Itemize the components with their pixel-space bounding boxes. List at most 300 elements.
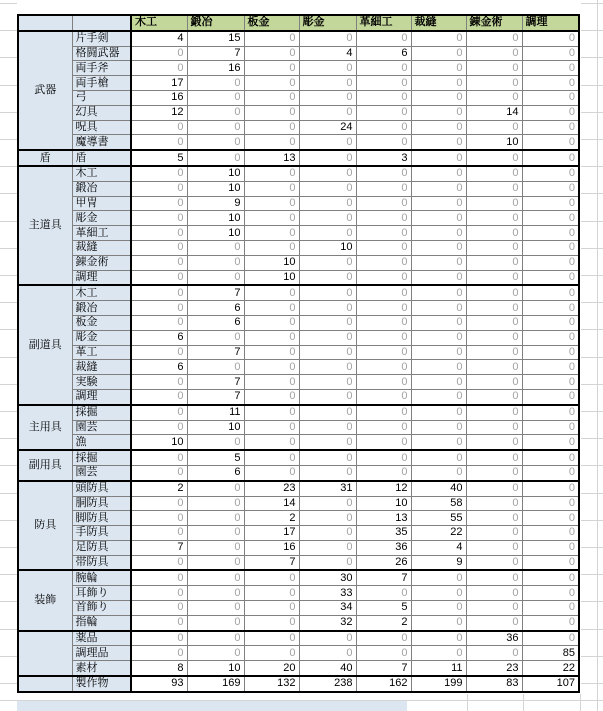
value-cell[interactable]: 0 xyxy=(187,90,244,105)
value-cell[interactable]: 0 xyxy=(522,405,579,420)
row-label[interactable]: 調理 xyxy=(72,270,131,285)
value-cell[interactable]: 0 xyxy=(411,120,466,135)
value-cell[interactable]: 55 xyxy=(411,511,466,526)
value-cell[interactable]: 0 xyxy=(131,526,187,541)
value-cell[interactable]: 0 xyxy=(466,420,522,435)
value-cell[interactable]: 85 xyxy=(522,646,579,661)
value-cell[interactable]: 0 xyxy=(299,90,356,105)
value-cell[interactable]: 9 xyxy=(411,555,466,570)
value-cell[interactable]: 0 xyxy=(356,226,411,241)
value-cell[interactable]: 0 xyxy=(522,315,579,330)
value-cell[interactable]: 0 xyxy=(522,526,579,541)
value-cell[interactable]: 0 xyxy=(466,90,522,105)
value-cell[interactable]: 0 xyxy=(522,255,579,270)
value-cell[interactable]: 0 xyxy=(522,196,579,211)
value-cell[interactable]: 10 xyxy=(187,420,244,435)
value-cell[interactable]: 0 xyxy=(411,435,466,450)
value-cell[interactable]: 0 xyxy=(244,90,299,105)
value-cell[interactable]: 0 xyxy=(411,615,466,630)
value-cell[interactable]: 0 xyxy=(131,345,187,360)
value-cell[interactable]: 0 xyxy=(244,360,299,375)
category-cell[interactable]: 副用具 xyxy=(18,450,72,481)
value-cell[interactable]: 0 xyxy=(522,420,579,435)
value-cell[interactable]: 0 xyxy=(522,61,579,76)
value-cell[interactable]: 0 xyxy=(131,240,187,255)
value-cell[interactable]: 0 xyxy=(244,315,299,330)
value-cell[interactable]: 0 xyxy=(356,646,411,661)
row-label[interactable]: 格闘武器 xyxy=(72,46,131,61)
value-cell[interactable]: 20 xyxy=(244,661,299,676)
category-cell[interactable]: 防具 xyxy=(18,481,72,571)
row-label[interactable]: 弓 xyxy=(72,90,131,105)
value-cell[interactable]: 0 xyxy=(356,135,411,150)
value-cell[interactable]: 0 xyxy=(411,570,466,585)
value-cell[interactable]: 0 xyxy=(187,496,244,511)
value-cell[interactable]: 0 xyxy=(522,345,579,360)
value-cell[interactable]: 0 xyxy=(299,255,356,270)
value-cell[interactable]: 0 xyxy=(411,375,466,390)
value-cell[interactable]: 238 xyxy=(299,676,356,692)
value-cell[interactable]: 0 xyxy=(131,61,187,76)
value-cell[interactable]: 0 xyxy=(466,61,522,76)
value-cell[interactable]: 10 xyxy=(356,496,411,511)
row-label[interactable]: 漁 xyxy=(72,435,131,450)
value-cell[interactable]: 0 xyxy=(131,646,187,661)
value-cell[interactable]: 6 xyxy=(187,465,244,480)
value-cell[interactable]: 0 xyxy=(356,315,411,330)
value-cell[interactable]: 2 xyxy=(131,481,187,496)
value-cell[interactable]: 0 xyxy=(356,435,411,450)
value-cell[interactable]: 0 xyxy=(131,420,187,435)
value-cell[interactable]: 0 xyxy=(299,465,356,480)
value-cell[interactable]: 17 xyxy=(131,76,187,91)
column-header-1[interactable]: 木工 xyxy=(131,15,187,31)
value-cell[interactable]: 0 xyxy=(466,646,522,661)
value-cell[interactable]: 0 xyxy=(299,540,356,555)
value-cell[interactable]: 0 xyxy=(131,196,187,211)
value-cell[interactable]: 0 xyxy=(356,631,411,646)
value-cell[interactable]: 0 xyxy=(522,450,579,465)
value-cell[interactable]: 0 xyxy=(244,196,299,211)
value-cell[interactable]: 10 xyxy=(131,435,187,450)
value-cell[interactable]: 0 xyxy=(356,61,411,76)
value-cell[interactable]: 0 xyxy=(244,76,299,91)
value-cell[interactable]: 36 xyxy=(356,540,411,555)
value-cell[interactable]: 0 xyxy=(411,31,466,46)
value-cell[interactable]: 0 xyxy=(356,330,411,345)
value-cell[interactable]: 0 xyxy=(522,570,579,585)
value-cell[interactable]: 7 xyxy=(187,285,244,300)
value-cell[interactable]: 0 xyxy=(244,301,299,316)
value-cell[interactable]: 0 xyxy=(466,511,522,526)
value-cell[interactable]: 22 xyxy=(411,526,466,541)
value-cell[interactable]: 35 xyxy=(356,526,411,541)
value-cell[interactable]: 0 xyxy=(131,465,187,480)
value-cell[interactable]: 0 xyxy=(411,46,466,61)
value-cell[interactable]: 0 xyxy=(356,31,411,46)
value-cell[interactable]: 0 xyxy=(466,120,522,135)
value-cell[interactable]: 0 xyxy=(466,46,522,61)
value-cell[interactable]: 0 xyxy=(522,555,579,570)
value-cell[interactable]: 0 xyxy=(356,586,411,601)
value-cell[interactable]: 0 xyxy=(411,285,466,300)
value-cell[interactable]: 0 xyxy=(356,405,411,420)
value-cell[interactable]: 10 xyxy=(244,270,299,285)
value-cell[interactable]: 10 xyxy=(299,240,356,255)
value-cell[interactable]: 0 xyxy=(466,166,522,181)
value-cell[interactable]: 0 xyxy=(356,465,411,480)
value-cell[interactable]: 0 xyxy=(299,435,356,450)
value-cell[interactable]: 0 xyxy=(187,270,244,285)
value-cell[interactable]: 7 xyxy=(187,345,244,360)
value-cell[interactable]: 0 xyxy=(522,270,579,285)
value-cell[interactable]: 0 xyxy=(187,481,244,496)
row-label[interactable]: 採掘 xyxy=(72,405,131,420)
row-label[interactable]: 木工 xyxy=(72,166,131,181)
value-cell[interactable]: 58 xyxy=(411,496,466,511)
value-cell[interactable]: 0 xyxy=(466,255,522,270)
value-cell[interactable]: 10 xyxy=(187,181,244,196)
value-cell[interactable]: 0 xyxy=(187,150,244,166)
value-cell[interactable]: 0 xyxy=(522,285,579,300)
value-cell[interactable]: 0 xyxy=(411,450,466,465)
value-cell[interactable]: 0 xyxy=(131,586,187,601)
row-label[interactable]: 鍛冶 xyxy=(72,181,131,196)
value-cell[interactable]: 0 xyxy=(411,61,466,76)
value-cell[interactable]: 0 xyxy=(466,345,522,360)
value-cell[interactable]: 0 xyxy=(466,315,522,330)
value-cell[interactable]: 0 xyxy=(466,481,522,496)
value-cell[interactable]: 0 xyxy=(187,615,244,630)
value-cell[interactable]: 0 xyxy=(522,211,579,226)
value-cell[interactable]: 0 xyxy=(466,270,522,285)
row-label[interactable]: 甲冑 xyxy=(72,196,131,211)
value-cell[interactable]: 0 xyxy=(466,526,522,541)
value-cell[interactable]: 0 xyxy=(131,450,187,465)
value-cell[interactable]: 0 xyxy=(244,405,299,420)
value-cell[interactable]: 0 xyxy=(131,570,187,585)
value-cell[interactable]: 0 xyxy=(244,46,299,61)
row-label[interactable]: 耳飾り xyxy=(72,586,131,601)
row-label[interactable]: 裁縫 xyxy=(72,360,131,375)
value-cell[interactable]: 0 xyxy=(411,586,466,601)
value-cell[interactable]: 0 xyxy=(244,61,299,76)
value-cell[interactable]: 0 xyxy=(466,615,522,630)
value-cell[interactable]: 4 xyxy=(131,31,187,46)
value-cell[interactable]: 10 xyxy=(244,255,299,270)
value-cell[interactable]: 8 xyxy=(131,661,187,676)
value-cell[interactable]: 10 xyxy=(187,166,244,181)
value-cell[interactable]: 0 xyxy=(187,120,244,135)
value-cell[interactable]: 2 xyxy=(356,615,411,630)
value-cell[interactable]: 0 xyxy=(411,240,466,255)
value-cell[interactable]: 0 xyxy=(187,631,244,646)
value-cell[interactable]: 0 xyxy=(522,435,579,450)
value-cell[interactable]: 83 xyxy=(466,676,522,692)
value-cell[interactable]: 0 xyxy=(187,540,244,555)
value-cell[interactable]: 0 xyxy=(356,360,411,375)
column-header-3[interactable]: 板金 xyxy=(244,15,299,31)
value-cell[interactable]: 0 xyxy=(299,150,356,166)
value-cell[interactable]: 0 xyxy=(299,375,356,390)
value-cell[interactable]: 14 xyxy=(244,496,299,511)
value-cell[interactable]: 0 xyxy=(244,240,299,255)
value-cell[interactable]: 0 xyxy=(466,435,522,450)
row-label[interactable]: 木工 xyxy=(72,285,131,300)
value-cell[interactable]: 0 xyxy=(131,211,187,226)
value-cell[interactable]: 0 xyxy=(299,226,356,241)
value-cell[interactable]: 0 xyxy=(522,586,579,601)
value-cell[interactable]: 0 xyxy=(244,615,299,630)
value-cell[interactable]: 0 xyxy=(522,226,579,241)
value-cell[interactable]: 0 xyxy=(187,570,244,585)
value-cell[interactable]: 17 xyxy=(244,526,299,541)
value-cell[interactable]: 199 xyxy=(411,676,466,692)
value-cell[interactable]: 0 xyxy=(411,360,466,375)
value-cell[interactable]: 0 xyxy=(131,631,187,646)
value-cell[interactable]: 0 xyxy=(411,105,466,120)
value-cell[interactable]: 0 xyxy=(522,90,579,105)
value-cell[interactable]: 0 xyxy=(466,601,522,616)
value-cell[interactable]: 0 xyxy=(522,601,579,616)
value-cell[interactable]: 0 xyxy=(299,360,356,375)
value-cell[interactable]: 15 xyxy=(187,31,244,46)
value-cell[interactable]: 0 xyxy=(522,135,579,150)
value-cell[interactable]: 0 xyxy=(411,646,466,661)
row-label[interactable]: 両手斧 xyxy=(72,61,131,76)
value-cell[interactable]: 13 xyxy=(244,150,299,166)
value-cell[interactable]: 0 xyxy=(299,76,356,91)
value-cell[interactable]: 0 xyxy=(187,330,244,345)
value-cell[interactable]: 0 xyxy=(356,301,411,316)
value-cell[interactable]: 0 xyxy=(244,226,299,241)
value-cell[interactable]: 0 xyxy=(466,31,522,46)
category-cell[interactable]: 主用具 xyxy=(18,405,72,450)
value-cell[interactable]: 4 xyxy=(411,540,466,555)
value-cell[interactable]: 0 xyxy=(187,240,244,255)
row-label[interactable]: 採掘 xyxy=(72,450,131,465)
row-label[interactable]: 革細工 xyxy=(72,226,131,241)
value-cell[interactable]: 132 xyxy=(244,676,299,692)
value-cell[interactable]: 0 xyxy=(356,255,411,270)
value-cell[interactable]: 0 xyxy=(299,555,356,570)
row-label[interactable]: 呪具 xyxy=(72,120,131,135)
value-cell[interactable]: 0 xyxy=(411,226,466,241)
column-header-5[interactable]: 革細工 xyxy=(356,15,411,31)
value-cell[interactable]: 0 xyxy=(466,375,522,390)
row-label[interactable]: 手防具 xyxy=(72,526,131,541)
value-cell[interactable]: 0 xyxy=(522,76,579,91)
value-cell[interactable]: 12 xyxy=(131,105,187,120)
value-cell[interactable]: 0 xyxy=(299,135,356,150)
value-cell[interactable]: 0 xyxy=(131,615,187,630)
value-cell[interactable]: 0 xyxy=(131,255,187,270)
row-label[interactable]: 製作物 xyxy=(72,676,131,692)
value-cell[interactable]: 6 xyxy=(131,360,187,375)
row-label[interactable]: 盾 xyxy=(72,150,131,166)
row-label[interactable]: 脚防具 xyxy=(72,511,131,526)
value-cell[interactable]: 0 xyxy=(522,465,579,480)
value-cell[interactable]: 7 xyxy=(131,540,187,555)
row-label[interactable]: 園芸 xyxy=(72,465,131,480)
value-cell[interactable]: 0 xyxy=(356,90,411,105)
row-label[interactable]: 調理品 xyxy=(72,646,131,661)
value-cell[interactable]: 10 xyxy=(187,661,244,676)
value-cell[interactable]: 0 xyxy=(244,345,299,360)
value-cell[interactable]: 0 xyxy=(411,315,466,330)
value-cell[interactable]: 14 xyxy=(466,105,522,120)
value-cell[interactable]: 0 xyxy=(466,586,522,601)
value-cell[interactable]: 0 xyxy=(131,555,187,570)
value-cell[interactable]: 11 xyxy=(411,661,466,676)
value-cell[interactable]: 13 xyxy=(356,511,411,526)
value-cell[interactable]: 0 xyxy=(187,646,244,661)
value-cell[interactable]: 0 xyxy=(299,450,356,465)
value-cell[interactable]: 0 xyxy=(244,389,299,404)
value-cell[interactable]: 0 xyxy=(411,420,466,435)
value-cell[interactable]: 0 xyxy=(244,601,299,616)
value-cell[interactable]: 32 xyxy=(299,615,356,630)
row-label[interactable]: 幻具 xyxy=(72,105,131,120)
row-label[interactable]: 胴防具 xyxy=(72,496,131,511)
column-header-7[interactable]: 錬金術 xyxy=(466,15,522,31)
value-cell[interactable]: 0 xyxy=(466,496,522,511)
value-cell[interactable]: 0 xyxy=(131,511,187,526)
value-cell[interactable]: 0 xyxy=(411,389,466,404)
value-cell[interactable]: 0 xyxy=(299,270,356,285)
category-cell[interactable]: 主道具 xyxy=(18,166,72,285)
value-cell[interactable]: 10 xyxy=(466,135,522,150)
value-cell[interactable]: 0 xyxy=(244,166,299,181)
value-cell[interactable]: 0 xyxy=(411,301,466,316)
value-cell[interactable]: 0 xyxy=(411,255,466,270)
value-cell[interactable]: 40 xyxy=(299,661,356,676)
value-cell[interactable]: 0 xyxy=(244,586,299,601)
value-cell[interactable]: 0 xyxy=(522,631,579,646)
value-cell[interactable]: 0 xyxy=(522,105,579,120)
value-cell[interactable]: 40 xyxy=(411,481,466,496)
value-cell[interactable]: 0 xyxy=(522,540,579,555)
value-cell[interactable]: 0 xyxy=(522,375,579,390)
value-cell[interactable]: 0 xyxy=(299,285,356,300)
corner-cell-item[interactable] xyxy=(72,15,131,31)
value-cell[interactable]: 0 xyxy=(299,301,356,316)
value-cell[interactable]: 0 xyxy=(299,166,356,181)
corner-cell-category[interactable] xyxy=(18,15,72,31)
column-header-2[interactable]: 鍛冶 xyxy=(187,15,244,31)
value-cell[interactable]: 6 xyxy=(356,46,411,61)
value-cell[interactable]: 0 xyxy=(411,345,466,360)
value-cell[interactable]: 0 xyxy=(411,90,466,105)
value-cell[interactable]: 0 xyxy=(244,211,299,226)
value-cell[interactable]: 2 xyxy=(244,511,299,526)
value-cell[interactable]: 11 xyxy=(187,405,244,420)
value-cell[interactable]: 34 xyxy=(299,601,356,616)
value-cell[interactable]: 0 xyxy=(522,481,579,496)
value-cell[interactable]: 162 xyxy=(356,676,411,692)
value-cell[interactable]: 9 xyxy=(187,196,244,211)
value-cell[interactable]: 0 xyxy=(131,46,187,61)
value-cell[interactable]: 5 xyxy=(356,601,411,616)
value-cell[interactable]: 0 xyxy=(522,150,579,166)
row-label[interactable]: 鍛冶 xyxy=(72,301,131,316)
value-cell[interactable]: 10 xyxy=(187,211,244,226)
value-cell[interactable]: 0 xyxy=(299,315,356,330)
value-cell[interactable]: 0 xyxy=(299,196,356,211)
row-label[interactable]: 薬品 xyxy=(72,631,131,646)
value-cell[interactable]: 0 xyxy=(131,375,187,390)
value-cell[interactable]: 0 xyxy=(356,240,411,255)
value-cell[interactable]: 23 xyxy=(244,481,299,496)
value-cell[interactable]: 0 xyxy=(522,389,579,404)
value-cell[interactable]: 0 xyxy=(411,135,466,150)
value-cell[interactable]: 33 xyxy=(299,586,356,601)
row-label[interactable]: 錬金術 xyxy=(72,255,131,270)
value-cell[interactable]: 6 xyxy=(187,315,244,330)
value-cell[interactable]: 0 xyxy=(466,285,522,300)
value-cell[interactable]: 5 xyxy=(131,150,187,166)
value-cell[interactable]: 0 xyxy=(411,465,466,480)
value-cell[interactable]: 0 xyxy=(411,211,466,226)
value-cell[interactable]: 0 xyxy=(244,285,299,300)
value-cell[interactable]: 0 xyxy=(411,166,466,181)
value-cell[interactable]: 0 xyxy=(356,389,411,404)
value-cell[interactable]: 0 xyxy=(522,511,579,526)
value-cell[interactable]: 0 xyxy=(299,405,356,420)
value-cell[interactable]: 0 xyxy=(131,181,187,196)
value-cell[interactable]: 0 xyxy=(187,601,244,616)
row-label[interactable]: 彫金 xyxy=(72,330,131,345)
value-cell[interactable]: 0 xyxy=(356,270,411,285)
value-cell[interactable]: 7 xyxy=(187,46,244,61)
value-cell[interactable]: 0 xyxy=(131,601,187,616)
value-cell[interactable]: 7 xyxy=(187,375,244,390)
value-cell[interactable]: 0 xyxy=(244,450,299,465)
value-cell[interactable]: 0 xyxy=(466,405,522,420)
value-cell[interactable]: 0 xyxy=(244,631,299,646)
value-cell[interactable]: 0 xyxy=(299,345,356,360)
value-cell[interactable]: 0 xyxy=(466,555,522,570)
value-cell[interactable]: 0 xyxy=(299,330,356,345)
value-cell[interactable]: 0 xyxy=(244,120,299,135)
value-cell[interactable]: 0 xyxy=(466,301,522,316)
value-cell[interactable]: 0 xyxy=(466,389,522,404)
value-cell[interactable]: 0 xyxy=(131,226,187,241)
value-cell[interactable]: 0 xyxy=(466,211,522,226)
row-label[interactable]: 足防具 xyxy=(72,540,131,555)
value-cell[interactable]: 0 xyxy=(299,631,356,646)
value-cell[interactable]: 107 xyxy=(522,676,579,692)
value-cell[interactable]: 0 xyxy=(244,330,299,345)
value-cell[interactable]: 0 xyxy=(299,526,356,541)
row-label[interactable]: 片手剣 xyxy=(72,31,131,46)
value-cell[interactable]: 0 xyxy=(522,615,579,630)
column-header-8[interactable]: 調理 xyxy=(522,15,579,31)
value-cell[interactable]: 0 xyxy=(522,166,579,181)
row-label[interactable]: 首飾り xyxy=(72,601,131,616)
value-cell[interactable]: 0 xyxy=(187,511,244,526)
value-cell[interactable]: 0 xyxy=(466,450,522,465)
value-cell[interactable]: 0 xyxy=(411,196,466,211)
value-cell[interactable]: 0 xyxy=(299,496,356,511)
value-cell[interactable]: 0 xyxy=(522,301,579,316)
value-cell[interactable]: 0 xyxy=(356,76,411,91)
value-cell[interactable]: 26 xyxy=(356,555,411,570)
value-cell[interactable]: 0 xyxy=(411,270,466,285)
value-cell[interactable]: 0 xyxy=(466,465,522,480)
value-cell[interactable]: 0 xyxy=(411,76,466,91)
value-cell[interactable]: 0 xyxy=(131,496,187,511)
